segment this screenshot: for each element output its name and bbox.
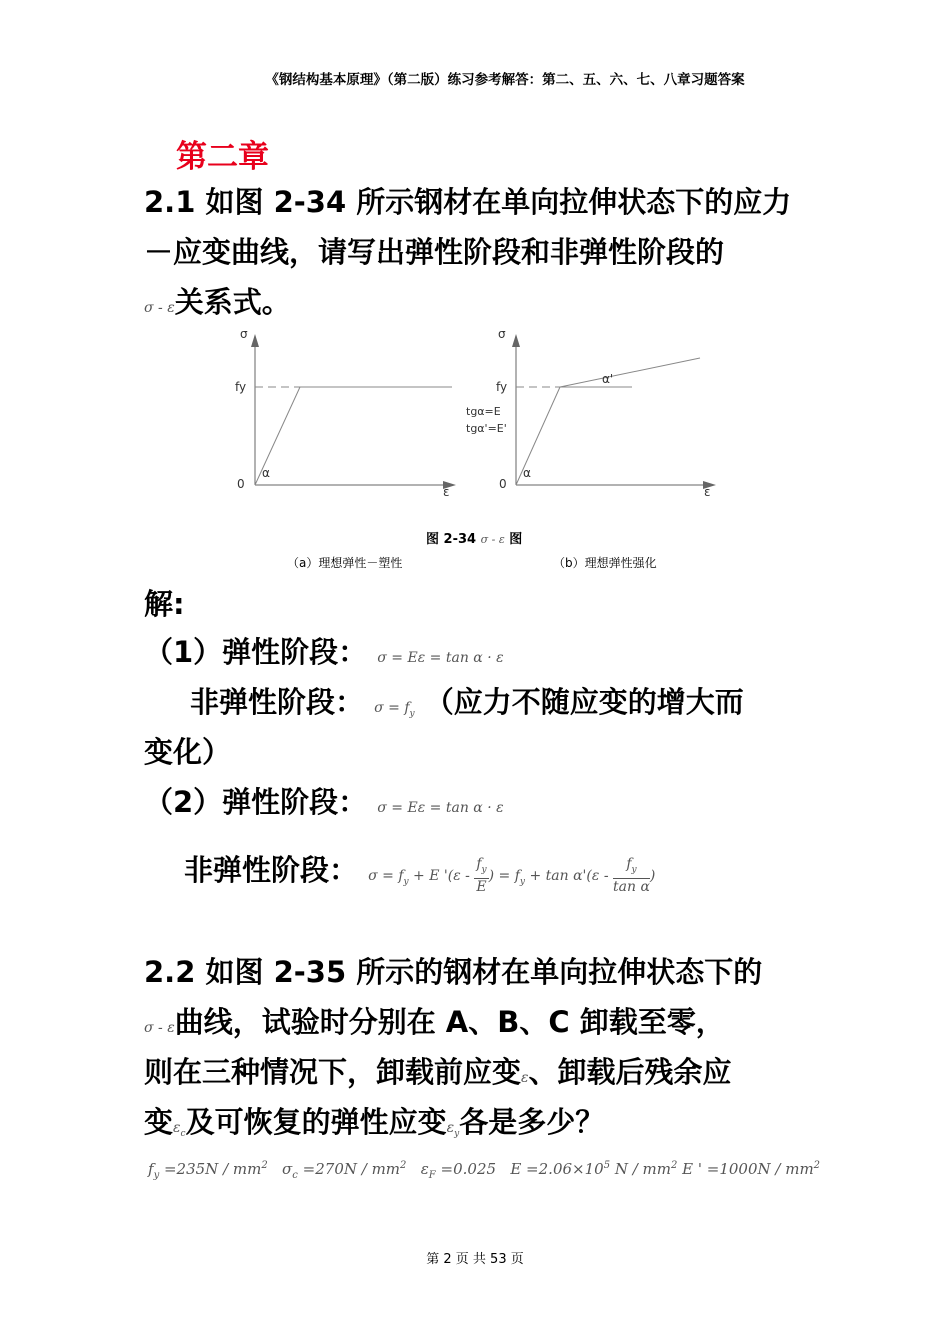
- subcaption-b: （b）理想弹性强化: [553, 556, 657, 570]
- figure-caption-prefix: 图 2-34: [426, 532, 477, 547]
- left-y-arrow: [251, 334, 259, 347]
- q22-epsilon-c: $\varepsilon_c$: [173, 1120, 186, 1139]
- q22-line1-text: 如图 2-35 所示的钢材在单向拉伸状态下的: [205, 955, 763, 989]
- subcaption-a: （a）理想弹性－塑性: [287, 556, 403, 570]
- left-epsilon-label: ε: [443, 485, 450, 499]
- right-alpha-label: α: [523, 466, 531, 480]
- answer-p1b-cont: 变化）: [144, 735, 232, 769]
- left-fy-label: fy: [235, 380, 247, 394]
- page-footer: 第 2 页 共 53 页: [426, 1252, 524, 1267]
- q22-line3: 则在三种情况下，卸载前应变ε、卸载后残余应: [144, 1055, 732, 1089]
- p2-label: （2）弹性阶段：: [144, 785, 368, 819]
- figure-right-plot: [496, 327, 716, 499]
- p2b-fraction-2: $\frac{f_y}{\text{tan α}}$: [613, 855, 650, 896]
- right-fy-label: fy: [496, 380, 508, 394]
- p2b-formula: $\sigma = f_y + E$ '(ε - $\frac{f_y}{E}$ ) = $f_y + \tan \alpha'(\varepsilon$ - $\frac{f_y}{\text{tan α}}$ ): [368, 855, 656, 896]
- answer-p2b: [184, 844, 655, 908]
- right-origin-label: 0: [499, 477, 507, 491]
- p2b-fraction-1: $\frac{f_y}{E}$: [476, 855, 487, 896]
- p1-label: （1）弹性阶段：: [144, 635, 368, 669]
- right-epsilon-label: ε: [704, 485, 711, 499]
- given-fy: $f_y =235N / mm^2$: [148, 1160, 268, 1181]
- given-sigma-c: $\sigma_c =270N / mm^2$: [282, 1160, 407, 1181]
- given-epsilon-f: $\varepsilon_F =0.025$: [420, 1160, 497, 1181]
- q21-line1-text: 如图 2-34 所示钢材在单向拉伸状态下的应力: [205, 185, 792, 219]
- p2-formula: σ = Eε = tan α · ε: [377, 800, 504, 816]
- q21-line1: [144, 176, 791, 228]
- page-header: 《钢结构基本原理》（第二版）练习参考解答：第二、五、六、七、八章习题答案: [265, 72, 745, 88]
- right-sigma-label: σ: [498, 327, 506, 341]
- q21-line2: －应变曲线，请写出弹性阶段和非弹性阶段的: [144, 235, 725, 269]
- p1b-text: （应力不随应变的增大而: [424, 685, 744, 719]
- q22-given-values: [148, 1160, 820, 1181]
- q22-sigma-epsilon: σ - ε: [144, 1020, 175, 1036]
- q22-line4: 变$\varepsilon_c$及可恢复的弹性应变$\varepsilon_y$各是多少？: [144, 1105, 605, 1139]
- figure-left-plot: [235, 327, 456, 499]
- q22-number: 2.2: [144, 955, 196, 989]
- p1b-formula: $\sigma = f_y$: [374, 700, 415, 719]
- p1b-label: 非弹性阶段：: [190, 685, 365, 719]
- note-tga-e-prime: tgα'=E': [466, 422, 507, 435]
- figure-caption: [426, 528, 522, 547]
- answer-p2: [144, 776, 504, 834]
- figure-caption-suffix: 图: [509, 532, 523, 547]
- answer-p1b: [190, 676, 744, 740]
- q22-epsilon-y: $\varepsilon_y$: [446, 1120, 460, 1139]
- right-alpha-prime-label: α': [602, 372, 614, 386]
- q21-number: 2.1: [144, 185, 196, 219]
- note-tga-e: tgα=E: [466, 405, 501, 418]
- p1-formula: σ = Eε = tan α · ε: [377, 650, 504, 666]
- q22-epsilon: ε: [521, 1070, 529, 1086]
- answer-label: 解:: [144, 587, 185, 621]
- right-y-arrow: [512, 334, 520, 347]
- p2b-label: 非弹性阶段：: [184, 853, 359, 887]
- given-e-prime: E ' $=1000N / mm^2$: [682, 1160, 821, 1178]
- q22-line2-text: 曲线，试验时分别在 A、B、C 卸载至零，: [174, 1005, 725, 1039]
- figure-2-34: [220, 320, 740, 505]
- chapter-title: 第二章: [176, 139, 269, 175]
- figure-caption-math: σ - ε: [480, 533, 505, 546]
- q22-line1: [144, 946, 762, 998]
- left-origin-label: 0: [237, 477, 245, 491]
- left-alpha-label: α: [262, 466, 270, 480]
- q21-line3-text: 关系式。: [174, 285, 291, 319]
- right-hardening-line: [560, 358, 700, 387]
- given-e: $E =2.06\times 10^5$ N / $mm^2$: [510, 1160, 678, 1178]
- left-sigma-label: σ: [240, 327, 248, 341]
- q21-sigma-epsilon: σ - ε: [144, 300, 175, 316]
